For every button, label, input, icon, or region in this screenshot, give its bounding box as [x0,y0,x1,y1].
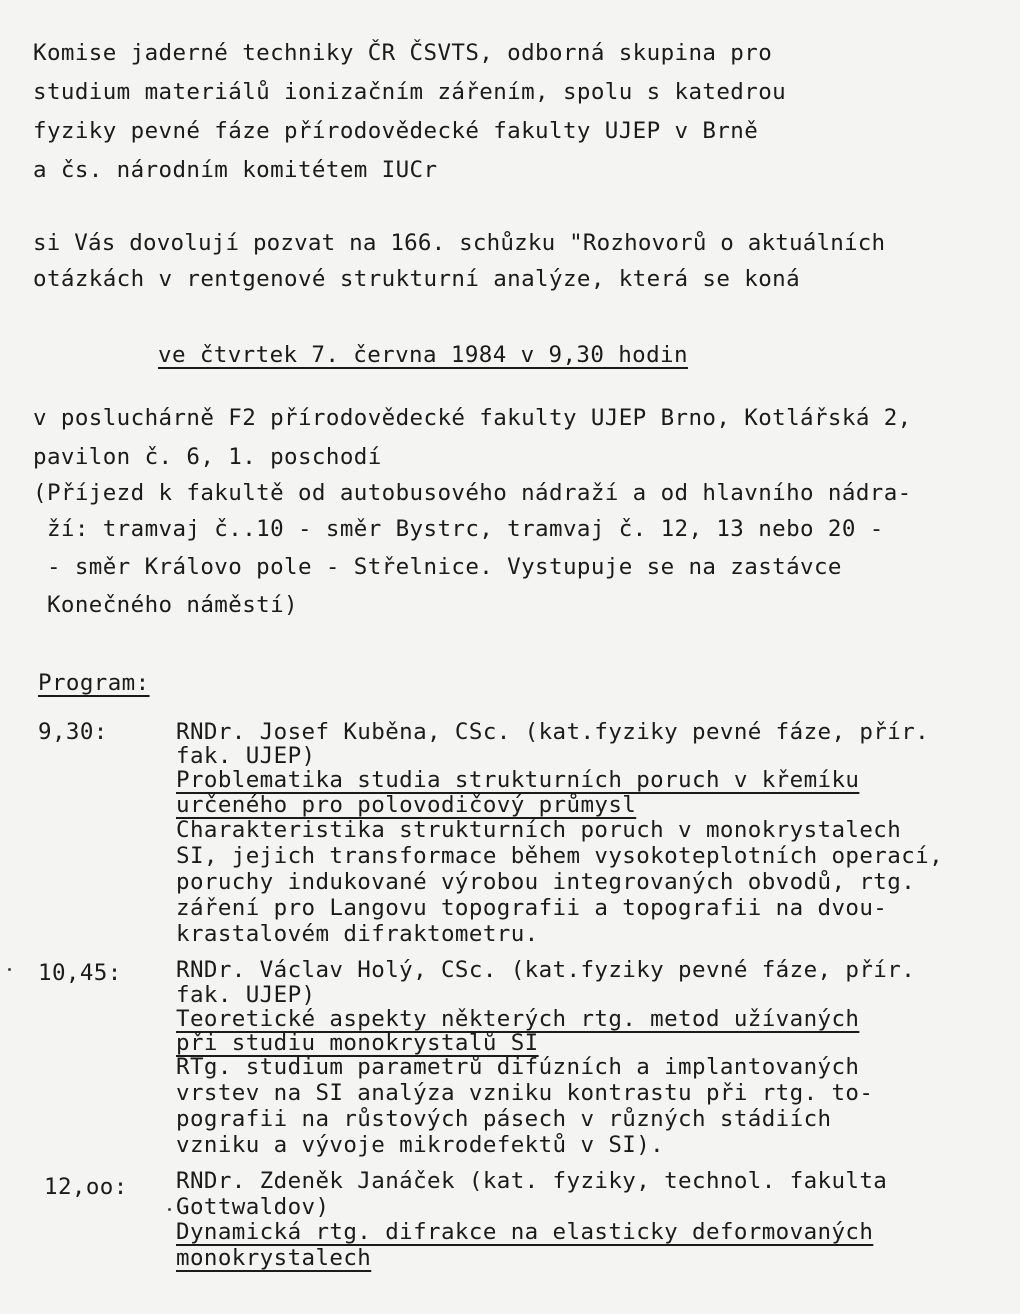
program-abstract: pografii na růstových pásech v různých stádiích [176,1106,832,1132]
intro-line: a čs. národním komitétem IUCr [33,157,438,183]
program-abstract: Charakteristika strukturních poruch v monokrystalech [176,817,902,843]
meeting-date: ve čtvrtek 7. června 1984 v 9,30 hodin [158,342,688,368]
program-speaker: RNDr. Josef Kuběna, CSc. (kat.fyziky pevné fáze, přír. [176,719,930,745]
program-time: 10,45: [38,960,122,986]
invite-line: si Vás dovolují pozvat na 166. schůzku "Rozhovorů o aktuálních [33,230,886,256]
program-title: Problematika studia strukturních poruch v křemíku [176,767,860,793]
intro-line: Komise jaderné techniky ČR ČSVTS, odborná skupina pro [33,40,773,66]
venue-line: - směr Královo pole - Střelnice. Vystupuje se na zastávce [33,554,842,580]
program-speaker: RNDr. Zdeněk Janáček (kat. fyziky, technol. fakulta [176,1168,888,1194]
program-abstract: SI, jejich transformace během vysokoteplotních operací, [176,843,944,869]
program-title: určeného pro polovodičový průmysl [176,792,637,818]
venue-line: Konečného náměstí) [33,592,298,618]
venue-line: v posluchárně F2 přírodovědecké fakulty UJEP Brno, Kotlářská 2, [33,405,912,431]
program-title: Dynamická rtg. difrakce na elasticky deformovaných [176,1219,874,1245]
program-abstract: záření pro Langovu topografii a topografii na dvou- [176,895,888,921]
program-abstract: RTg. studium parametrů difúzních a implantovaných [176,1054,860,1080]
venue-line: (Příjezd k fakultě od autobusového nádraží a od hlavního nádra- [33,480,912,506]
program-speaker: Gottwaldov) [176,1194,330,1220]
scan-speck [8,968,11,971]
program-abstract: vzniku a vývoje mikrodefektů v SI). [176,1132,665,1158]
program-heading: Program: [38,670,150,696]
venue-line: ží: tramvaj č..10 - směr Bystrc, tramvaj č. 12, 13 nebo 20 - [33,516,884,542]
program-time: 9,30: [38,719,108,745]
program-time: 12,oo: [44,1174,128,1200]
program-abstract: poruchy indukované výrobou integrovaných obvodů, rtg. [176,869,916,895]
program-abstract: krastalovém difraktometru. [176,921,539,947]
program-title: při studiu monokrystalů SI [176,1030,539,1056]
program-title: monokrystalech [176,1245,372,1271]
program-speaker: fak. UJEP) [176,982,316,1008]
program-speaker: RNDr. Václav Holý, CSc. (kat.fyziky pevné fáze, přír. [176,957,916,983]
program-abstract: vrstev na SI analýza vzniku kontrastu při rtg. to- [176,1080,874,1106]
program-speaker: fak. UJEP) [176,743,316,769]
invite-line: otázkách v rentgenové strukturní analýze, která se koná [33,266,801,292]
venue-line: pavilon č. 6, 1. poschodí [33,444,382,470]
scan-speck [168,1208,171,1211]
program-title: Teoretické aspekty některých rtg. metod užívaných [176,1006,860,1032]
intro-line: studium materiálů ionizačním zářením, spolu s katedrou [33,79,787,105]
intro-line: fyziky pevné fáze přírodovědecké fakulty UJEP v Brně [33,118,759,144]
